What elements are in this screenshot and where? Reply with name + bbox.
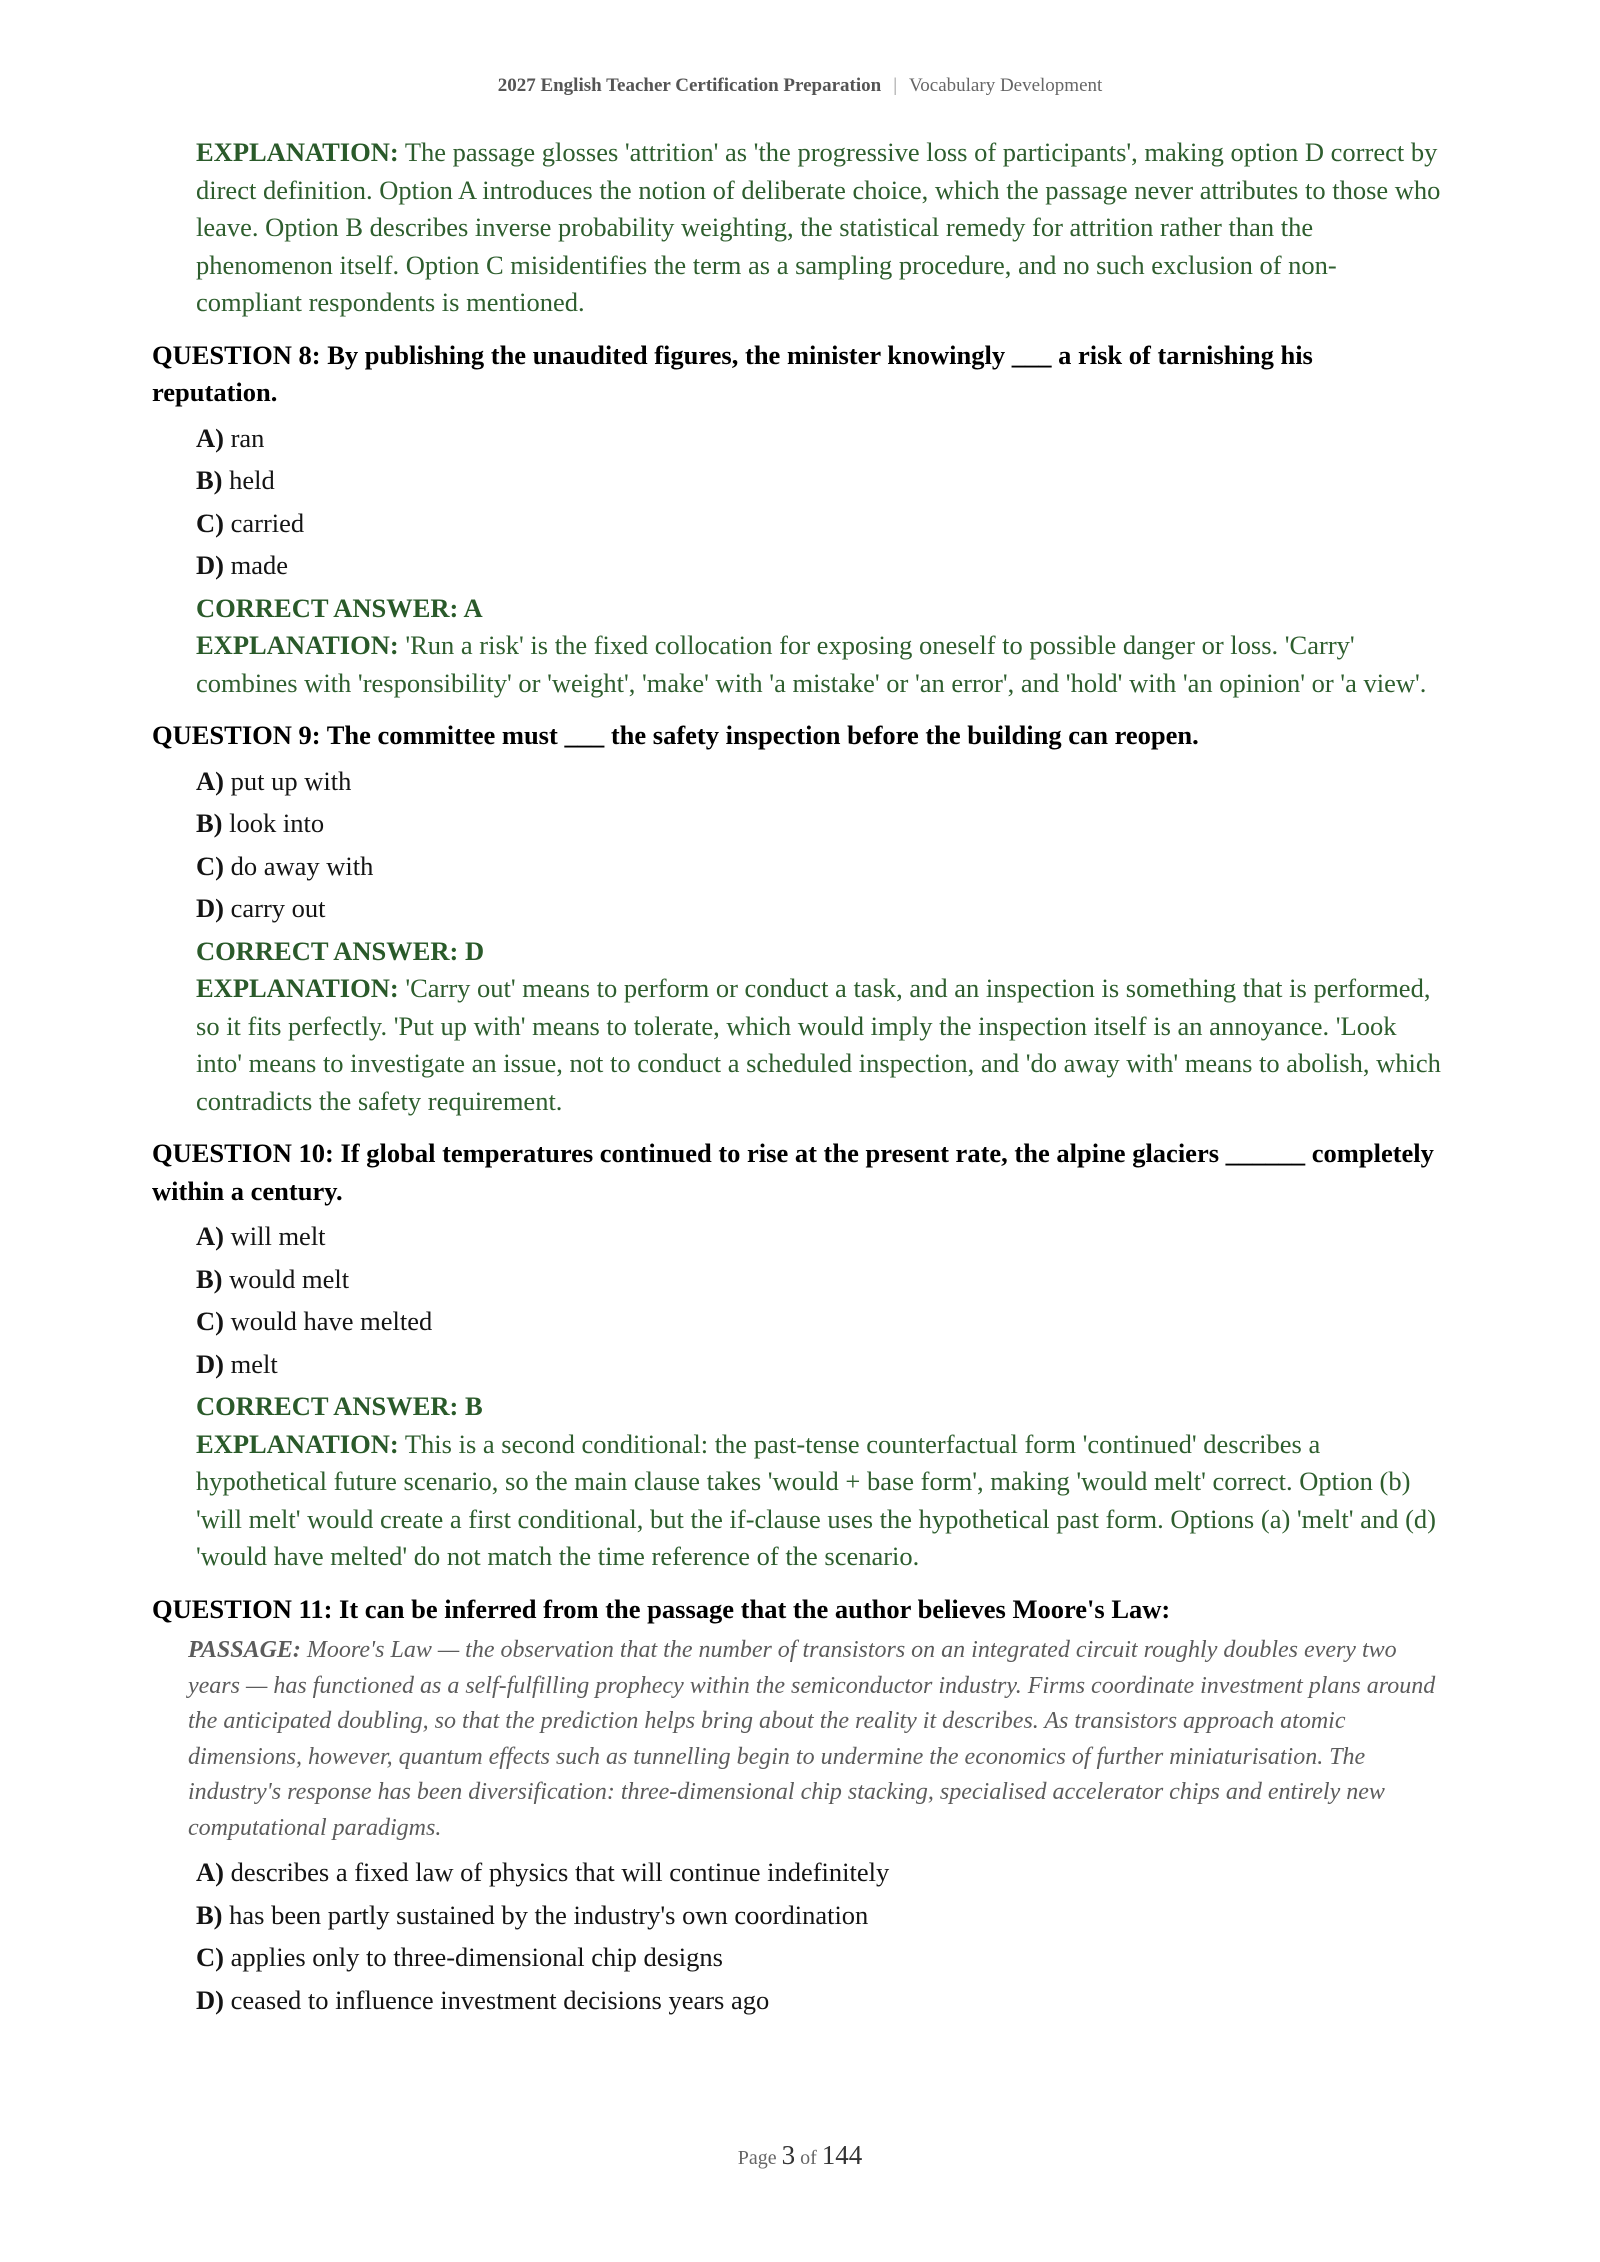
option-a (196, 760, 1442, 803)
option-text: held (229, 465, 275, 495)
option-list (152, 417, 1442, 587)
option-text: describes a fixed law of physics that will continue indefinitely (230, 1857, 890, 1887)
option-b (196, 802, 1442, 845)
option-c (196, 845, 1442, 888)
option-text: do away with (230, 850, 374, 881)
explanation (196, 134, 1442, 322)
option-c (196, 502, 1442, 545)
explanation (196, 1426, 1442, 1576)
option-text: melt (230, 1348, 278, 1379)
passage-label: PASSAGE: (188, 1637, 301, 1663)
option-d (196, 1343, 1442, 1386)
option-list (152, 1215, 1442, 1385)
option-letter: D) (196, 893, 224, 923)
explanation-text: 'Carry out' means to perform or conduct a task, and an inspection is something that is performed, so it fits perfectly. 'Put up with' means to tolerate, which would imply the inspection itself is an annoyance. 'Look into' means to investigate an issue, not to conduct a scheduled inspection, and 'do away with' means to abolish, which contradicts the safety requirement. (196, 973, 1441, 1116)
explanation-label: EXPLANATION: (196, 137, 399, 167)
total-pages: 144 (821, 2140, 863, 2170)
option-text: ran (230, 422, 265, 453)
option-b (196, 1258, 1442, 1301)
option-a (196, 417, 1442, 460)
explanation (196, 627, 1442, 702)
correct-answer: CORRECT ANSWER: D (196, 935, 485, 966)
page-content (152, 134, 1442, 2021)
option-text: would have melted (230, 1306, 433, 1336)
explanation-label: EXPLANATION: (196, 630, 399, 660)
reading-passage (188, 1633, 1442, 1846)
option-a (196, 1215, 1442, 1258)
option-text: applies only to three-dimensional chip designs (230, 1942, 723, 1972)
option-text: put up with (230, 765, 352, 796)
header-title: 2027 English Teacher Certification Preparation (497, 75, 882, 96)
option-letter: B) (196, 1263, 223, 1294)
page-footer (0, 2140, 1600, 2171)
option-b (196, 1894, 1442, 1937)
of-word: of (800, 2147, 817, 2169)
explanation-text: This is a second conditional: the past-tense counterfactual form 'continued' describes a hypothetical future scenario, so the main clause takes 'would + base form', making 'would melt' correct. Option (b) 'will melt' would create a first conditional, but the if-clause uses the hypothetical past form. Options (a) 'melt' and (d) 'would have melted' do not match the time reference of the scenario. (196, 1428, 1436, 1571)
option-text: has been partly sustained by the industry's own coordination (229, 1899, 869, 1930)
explanation-text: 'Run a risk' is the fixed collocation for exposing oneself to possible danger or loss. 'Carry' combines with 'responsibility' or 'weight', 'make' with 'a mistake' or 'an error', and 'hold' with 'an opinion' or 'a view'. (196, 630, 1427, 698)
correct-answer: CORRECT ANSWER: A (196, 592, 483, 623)
header-section: Vocabulary Development (909, 75, 1103, 96)
option-text: ceased to influence investment decisions years ago (230, 1984, 770, 2015)
option-list (152, 1851, 1442, 2021)
question-prompt: QUESTION 9: The committee must ___ the safety inspection before the building can reopen. (152, 720, 1199, 750)
page-header (0, 75, 1600, 97)
question-prompt: QUESTION 8: By publishing the unaudited figures, the minister knowingly ___ a risk of tarnishing his reputation. (152, 339, 1313, 407)
page-number: 3 (781, 2140, 796, 2170)
option-letter: B) (196, 808, 223, 838)
option-letter: C) (196, 850, 224, 881)
option-text: carry out (230, 893, 326, 923)
option-letter: D) (196, 1348, 224, 1379)
option-text: would melt (229, 1263, 350, 1294)
question-prompt: QUESTION 10: If global temperatures continued to rise at the present rate, the alpine glaciers ______ completely within a century. (152, 1138, 1434, 1206)
explanation-label: EXPLANATION: (196, 973, 399, 1003)
option-text: made (230, 550, 288, 580)
option-letter: C) (196, 1942, 224, 1972)
explanation (196, 970, 1442, 1120)
option-letter: C) (196, 1306, 224, 1336)
option-d (196, 544, 1442, 587)
option-a (196, 1851, 1442, 1894)
question-prompt: QUESTION 11: It can be inferred from the passage that the author believes Moore's Law: (152, 1593, 1171, 1624)
option-letter: A) (196, 765, 224, 796)
option-list (152, 760, 1442, 930)
option-d (196, 1979, 1442, 2022)
option-text: carried (230, 507, 305, 538)
option-letter: B) (196, 1899, 223, 1930)
passage-text: Moore's Law — the observation that the number of transistors on an integrated circuit roughly doubles every two years — has functioned as a self-fulfilling prophecy within the semiconductor industry. Firms coordinate investment plans around the anticipated doubling, so that the prediction helps bring about the reality it describes. As transistors approach atomic dimensions, however, quantum effects such as tunnelling begin to undermine the economics of further miniaturisation. The industry's response has been diversification: three-dimensional chip stacking, specialised accelerator chips and entirely new computational paradigms. (188, 1637, 1436, 1841)
option-d (196, 887, 1442, 930)
option-b (196, 459, 1442, 502)
explanation-text: The passage glosses 'attrition' as 'the progressive loss of participants', making option D correct by direct definition. Option A introduces the notion of deliberate choice, which the passage never attributes to those who leave. Option B describes inverse probability weighting, the statistical remedy for attrition rather than the phenomenon itself. Option C misidentifies the term as a sampling procedure, and no such exclusion of non-compliant respondents is mentioned. (196, 137, 1441, 317)
header-separator: | (893, 75, 898, 96)
option-letter: D) (196, 550, 224, 580)
option-text: look into (229, 808, 325, 838)
option-letter: D) (196, 1984, 224, 2015)
option-letter: C) (196, 507, 224, 538)
correct-answer: CORRECT ANSWER: B (196, 1391, 483, 1421)
option-letter: A) (196, 1857, 224, 1887)
option-c (196, 1300, 1442, 1343)
explanation-label: EXPLANATION: (196, 1428, 399, 1459)
option-text: will melt (230, 1221, 326, 1251)
option-letter: A) (196, 422, 224, 453)
option-letter: B) (196, 465, 223, 495)
option-letter: A) (196, 1221, 224, 1251)
option-c (196, 1936, 1442, 1979)
page-word: Page (737, 2147, 777, 2169)
